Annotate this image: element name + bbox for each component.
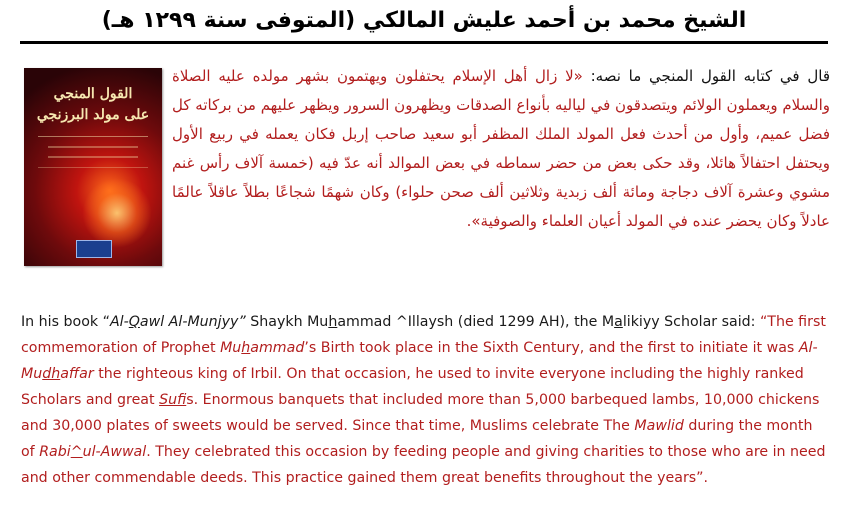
book-cover-title: [32, 84, 154, 126]
page-title: الشيخ محمد بن أحمد عليش المالكي (المتوفى سنة ١٢٩٩ هـ): [101, 8, 747, 33]
title-divider: [20, 41, 828, 44]
english-text: a: [614, 314, 623, 330]
english-text: ammad ^Illaysh (died 1299 AH), the M: [337, 314, 615, 330]
arabic-quote-paragraph: [172, 62, 830, 236]
book-cover-decoration: [38, 136, 148, 168]
english-translation-paragraph: [21, 309, 829, 491]
arabic-quote-text: «لا زال أهل الإسلام يحتفلون ويهتمون بشهر مولده عليه الصلاة والسلام ويعملون الولائم ويتصدقون في لياليه بأنواع الصدقات ويظهرون السرور ويظهر عليهم من بركاته كل فضل عميم، وأول من أحدث فعل المولد الملك المظفر أبو سعيد صاحب إربل فكان يعمله في ربيع الأول ويحتفل احتفالاً هائلا، وقد حكى بعض من حضر سماطه في بعض الموالد أنه عدّ فيه (خمسة آلاف رأس غنم مشوي وعشرة آلاف دجاجة ومائة ألف زبدية وثلاثين ألف صحن حلواء) وكان شهمًا شجاعًا بطلاً عاقلاً عالمًا عادلاً وكان يحضر عنده في المولد أعيان العلماء والصوفية».: [172, 67, 830, 230]
publisher-logo: [76, 240, 112, 258]
english-text: Shaykh Mu: [245, 314, 329, 330]
book-cover-title-line1: القول المنجي: [53, 86, 133, 102]
english-text: likiyy Scholar said:: [622, 314, 760, 330]
book-cover-title-line2: على مولد البرزنجي: [36, 107, 150, 123]
book-cover-image: [24, 68, 162, 266]
book-title-text: Al-Qawl Al-Munjyy”: [109, 314, 246, 330]
english-quote: “The first commemoration of Prophet Muhammad’s Birth took place in the Sixth Century, and the first to initiate it was Al-Mudhaffar the righteous king of Irbil. On that occasion, he used to invite everyone including the highly ranked Scholars and great Sufis. Enormous banquets that included more than 5,000 barbequed lambs, 10,000 chickens and 30,000 plates of sweets would be served. Since that time, Muslims celebrate The Mawlid during the month of Rabi^ul-Awwal. They celebrated this occasion by feeding people and giving charities to those who are in need and other commendable deeds. This practice gained them great benefits throughout the years”.: [21, 314, 826, 486]
english-text: In his book “: [21, 314, 110, 330]
english-text: h: [328, 314, 338, 330]
book-cover-glow: [82, 178, 152, 248]
arabic-lead-text: قال في كتابه القول المنجي ما نصه:: [582, 67, 830, 85]
